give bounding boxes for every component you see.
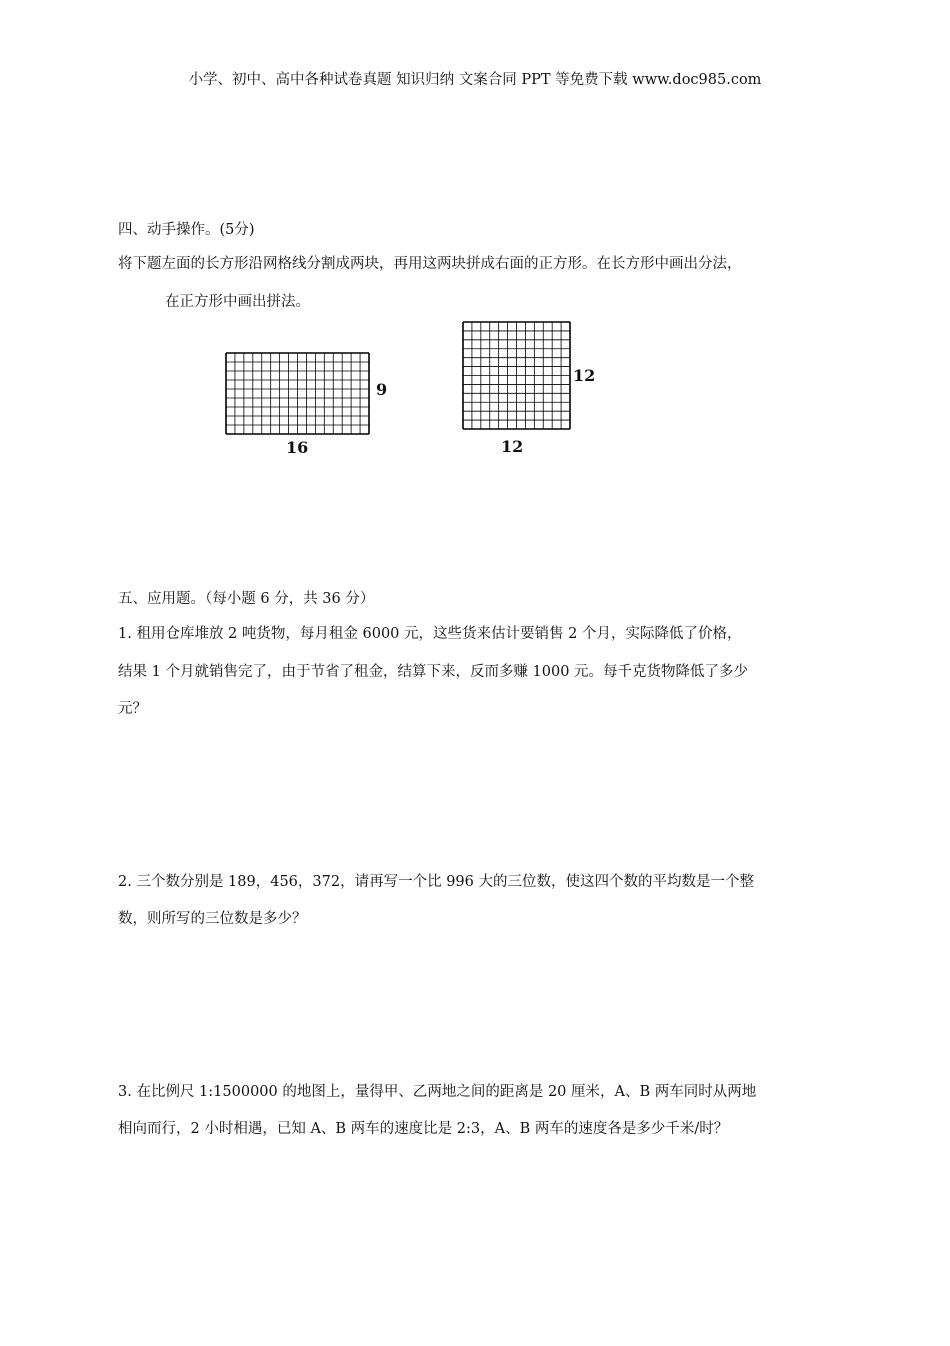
- question-3-line-2: 相向而行，2 小时相遇，已知 A、B 两车的速度比是 2:3，A、B 两车的速度各是多少千米/时？: [118, 1121, 729, 1137]
- square-height-label: 12: [573, 366, 596, 385]
- section-5-title: 五、应用题。（每小题 6 分，共 36 分）: [118, 591, 375, 607]
- rectangle-height-label: 9: [376, 380, 388, 399]
- question-1-line-2: 结果 1 个月就销售完了，由于节省了租金，结算下来，反而多赚 1000 元。每千克货物降低了多少: [118, 664, 749, 680]
- page-header: 小学、初中、高中各种试卷真题 知识归纳 文案合同 PPT 等免费下载 www.doc985.com: [188, 72, 762, 88]
- rectangle-grid: [225, 352, 370, 435]
- question-3-line-1: 3. 在比例尺 1:1500000 的地图上，量得甲、乙两地之间的距离是 20 厘米，A、B 两车同时从两地: [118, 1084, 757, 1100]
- square-width-label: 12: [501, 437, 524, 456]
- section-4-instruction-line-2: 在正方形中画出拼法。: [165, 294, 310, 310]
- square-grid: [462, 321, 571, 430]
- question-2-line-1: 2. 三个数分别是 189，456，372，请再写一个比 996 大的三位数，使这四个数的平均数是一个整: [118, 874, 754, 890]
- section-4-title: 四、动手操作。(5分): [118, 222, 255, 238]
- question-1-line-3: 元？: [118, 701, 147, 717]
- section-4-instruction-line-1: 将下题左面的长方形沿网格线分割成两块，再用这两块拼成右面的正方形。在长方形中画出分法，: [118, 256, 742, 272]
- question-1-line-1: 1. 租用仓库堆放 2 吨货物，每月租金 6000 元，这些货来估计要销售 2 个月，实际降低了价格，: [118, 626, 742, 642]
- question-2-line-2: 数，则所写的三位数是多少？: [118, 911, 307, 927]
- rectangle-width-label: 16: [286, 438, 309, 457]
